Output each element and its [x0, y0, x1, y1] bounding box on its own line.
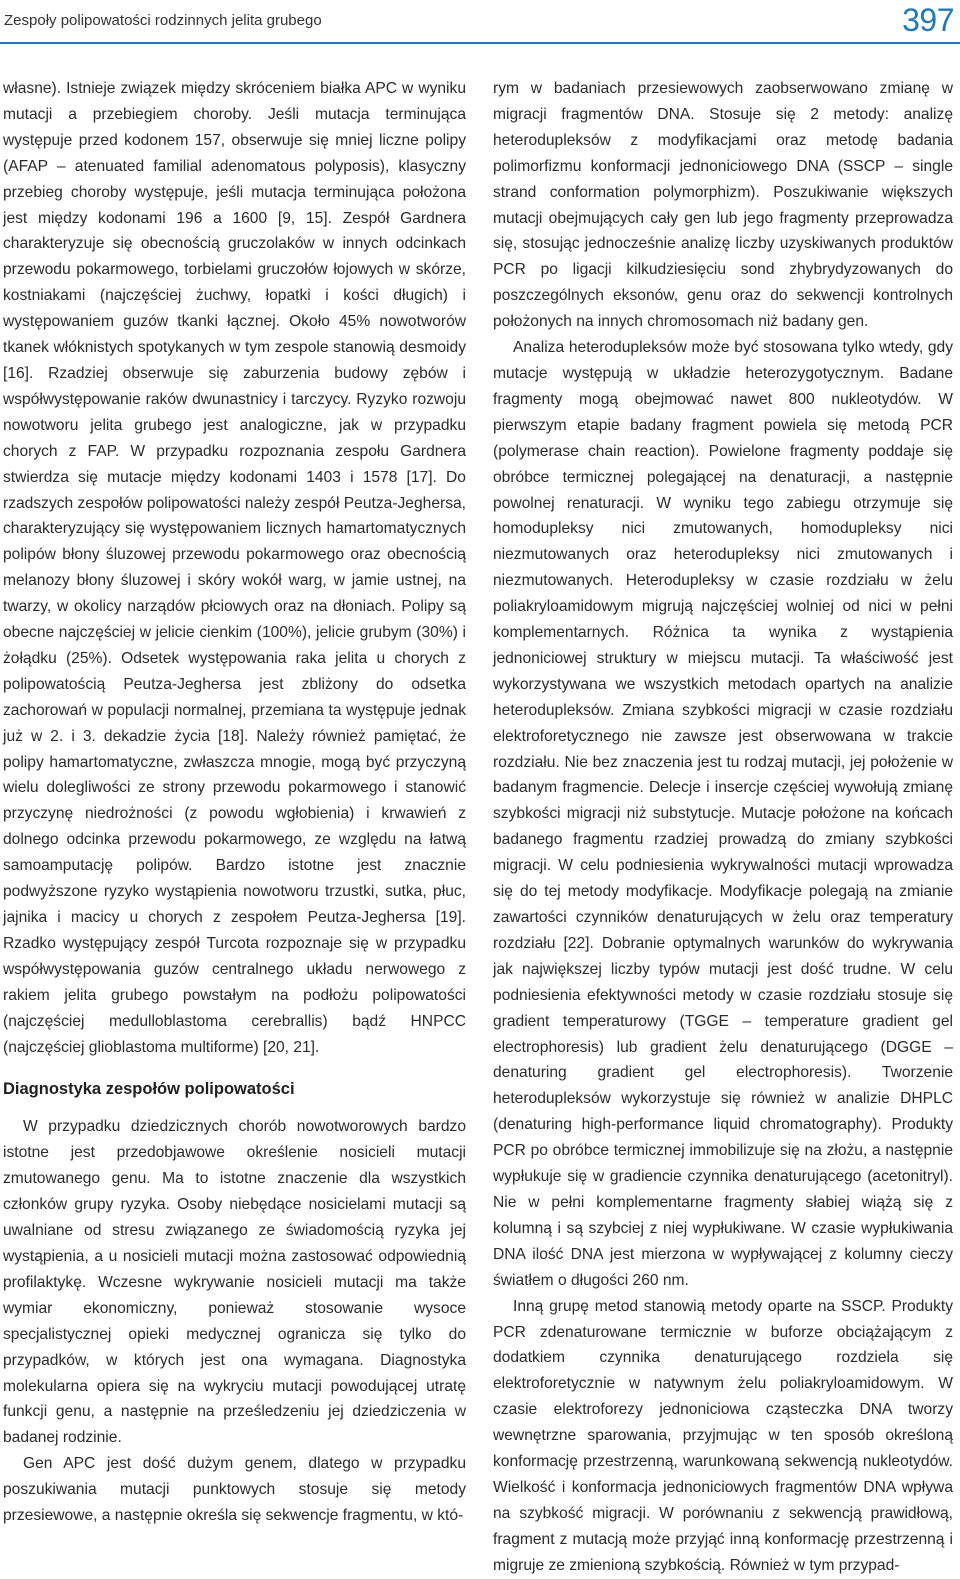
header-rule	[0, 42, 960, 44]
page-number: 397	[902, 2, 954, 38]
right-paragraph-3: Inną grupę metod stanowią metody oparte na SSCP. Produkty PCR zdenaturowane termicznie w buforze obciążającym z dodatkiem czynnika denaturującego rozdziela się elektroforetycznie w natywnym żelu poliakryloamidowym. W czasie elektroforezy jednoniciowa cząsteczka DNA tworzy wewnętrzne sparowania, przyjmując w ten sposób określoną konformację przestrzenną, warunkowaną sekwencją nukleotydów. Wielkość i konformacja jednoniciowych fragmentów DNA wpływa na szybkość migracji. W porównaniu z sekwencją prawidłową, fragment z mutacją może przyjąć inną konformację przestrzenną i migruje ze zmienioną szybkością. Również w tym przypad-	[493, 1297, 953, 1574]
right-paragraph-1: rym w badaniach przesiewowych zaobserwowano zmianę w migracji fragmentów DNA. Stosuje się 2 metody: analizę heterodupleksów z modyfikacjami oraz metodę badania polimorfizmu konformacji jednoniciowego DNA (SSCP – single strand conformation polymorphizm). Poszukiwanie większych mutacji obejmujących cały gen lub jego fragmenty przeprowadza się, stosując jednocześnie analizę liczby uzyskiwanych produktów PCR po ligacji kilkudziesięciu sond zhybrydyzowanych do poszczególnych eksonów, genu oraz do sekwencji kontrolnych położonych na innych chromosomach niż badany gen.	[493, 80, 953, 331]
left-paragraph-3: Gen APC jest dość dużym genem, dlatego w przypadku poszukiwania mutacji punktowych stosuje się metody przesiewowe, a następnie określa się sekwencje fragmentu, w któ-	[3, 1455, 466, 1525]
running-title: Zespoły polipowatości rodzinnych jelita grubego	[4, 12, 322, 29]
running-header	[0, 0, 960, 42]
right-paragraph-2: Analiza heterodupleksów może być stosowana tylko wtedy, gdy mutacje występują w układzie heterozygotycznym. Badane fragmenty mogą obejmować nawet 800 nukleotydów. W pierwszym etapie badany fragment powiela się metodą PCR (polymerase chain reaction). Powielone fragmenty poddaje się obróbce termicznej polegającej na denaturacji, a następnie powolnej renaturacji. W wyniku tego zabiegu otrzymuje się homodupleksy nici zmutowanych, homodupleksy nici niezmutowanych oraz heterodupleksy nici zmutowanych i niezmutowanych. Heterodupleksy w czasie rozdziału w żelu poliakryloamidowym migrują najczęściej wolniej od nici w pełni komplementarnych. Różnica ta wynika z wystąpienia jednoniciowej struktury w miejscu mutacji. Ta właściwość jest wykorzystywana we wszystkich metodach opartych na analizie heterodupleksów. Zmiana szybkości migracji w czasie rozdziału elektroforetycznego nie zawsze jest obserwowana w trakcie rozdziału. Nie bez znaczenia jest tu rodzaj mutacji, jej położenie w badanym fragmencie. Delecje i insercje częściej wywołują zmianę szybkości migracji niż substytucje. Mutacje położone na końcach badanego fragmentu rzadziej prowadzą do zmiany szybkości migracji. W celu podniesienia wykrywalności mutacji wprowadza się do tej metody modyfikacje. Modyfikacje polegają na zmianie zawartości czynników denaturujących w żelu oraz temperatury rozdziału [22]. Dobranie optymalnych warunków do wykrywania jak największej liczby typów mutacji jest dość trudne. W celu podniesienia efektywności metody w czasie rozdziału stosuje się gradient temperaturowy (TGGE – temperature gradient gel electrophoresis) lub gradient żelu denaturującego (DGGE – denaturing gradient gel electrophoresis). Tworzenie heterodupleksów wykorzystuje się również w analizie DHPLC (denaturing high-performance liquid chromatography). Produkty PCR po obróbce termicznej immobilizuje się na złożu, a następnie wypłukuje się w gradiencie czynnika denaturującego (acetonitryl). Nie w pełni komplementarne fragmenty słabiej wiążą się z kolumną i są szybciej z niej wypłukiwane. W czasie wypłukiwania DNA ilość DNA jest mierzona w wypływającej z kolumny cieczy światłem o długości 260 nm.	[493, 339, 953, 1289]
left-paragraph-2: W przypadku dziedzicznych chorób nowotworowych bardzo istotne jest przedobjawowe określenie nosicieli mutacji zmutowanego genu. Ma to istotne znaczenie dla wszystkich członków grupy ryzyka. Osoby niebędące nosicielami mutacji są uwalniane od stresu związanego ze świadomością ryzyka jej wystąpienia, a u nosicieli mutacji można zastosować odpowiednią profilaktykę. Wczesne wykrywanie nosicieli mutacji ma także wymiar ekonomiczny, ponieważ stosowanie wysoce specjalistycznej opieki medycznej ogranicza się tylko do przypadków, w których jest ona wymagana. Diagnostyka molekularna opiera się na wykryciu mutacji powodującej utratę funkcji genu, a następnie na prześledzeniu jej dziedziczenia w badanej rodzinie.	[3, 1118, 466, 1447]
right-column	[493, 76, 953, 1579]
left-column	[3, 76, 466, 1529]
left-paragraph-1: własne). Istnieje związek między skróceniem białka APC w wyniku mutacji a przebiegiem choroby. Jeśli mutacja terminująca występuje przed kodonem 157, obserwuje się mniej liczne polipy (AFAP – atenuated familial adenomatous polyposis), klasyczny przebieg choroby występuje, jeśli mutacja terminująca położona jest między kodonami 196 a 1600 [9, 15]. Zespół Gardnera charakteryzuje się obecnością gruczolaków w innych odcinkach przewodu pokarmowego, torbielami gruczołów łojowych w skórze, kostniakami (najczęściej żuchwy, łopatki i kości długich) i występowaniem guzów tkanki łącznej. Około 45% nowotworów tkanek włóknistych spotykanych w tym zespole stanowią desmoidy [16]. Rzadziej obserwuje się zaburzenia budowy zębów i współwystępowanie raków dwunastnicy i tarczycy. Ryzyko rozwoju nowotworu jelita grubego jest analogiczne, jak w przypadku chorych z FAP. W przypadku rozpoznania zespołu Gardnera stwierdza się mutacje między kodonami 1403 i 1578 [17]. Do rzadszych zespołów polipowatości należy zespół Peutza-Jeghersa, charakteryzujący się występowaniem licznych hamartomatycznych polipów błony śluzowej przewodu pokarmowego oraz obecnością melanozy błony śluzowej i skóry wokół warg, w jamie ustnej, na twarzy, w okolicy narządów płciowych oraz na dłoniach. Polipy są obecne najczęściej w jelicie cienkim (100%), jelicie grubym (30%) i żołądku (25%). Odsetek występowania raka jelita u chorych z polipowatością Peutza-Jeghersa jest zbliżony do odsetka zachorowań w populacji normalnej, przemiana ta występuje jednak już w 2. i 3. dekadzie życia [18]. Należy również pamiętać, że polipy hamartomatyczne, zwłaszcza mnogie, mogą być przyczyną wielu dolegliwości ze strony przewodu pokarmowego i stanowić przyczynę niedrożności (z powodu wgłobienia) i krwawień z dolnego odcinka przewodu pokarmowego, ze względu na łatwą samoamputację polipów. Bardzo istotne jest znacznie podwyższone ryzyko wystąpienia nowotworu trzustki, sutka, płuc, jajnika i macicy u chorych z zespołem Peutza-Jeghersa [19]. Rzadko występujący zespół Turcota rozpoznaje się w przypadku współwystępowania guzów centralnego układu nerwowego z rakiem jelita grubego powstałym na podłożu polipowatości (najczęściej medulloblastoma cerebrallis) bądź HNPCC (najczęściej glioblastoma multiforme) [20, 21].	[3, 80, 466, 1056]
section-heading: Diagnostyka zespołów polipowatości	[3, 1080, 295, 1099]
